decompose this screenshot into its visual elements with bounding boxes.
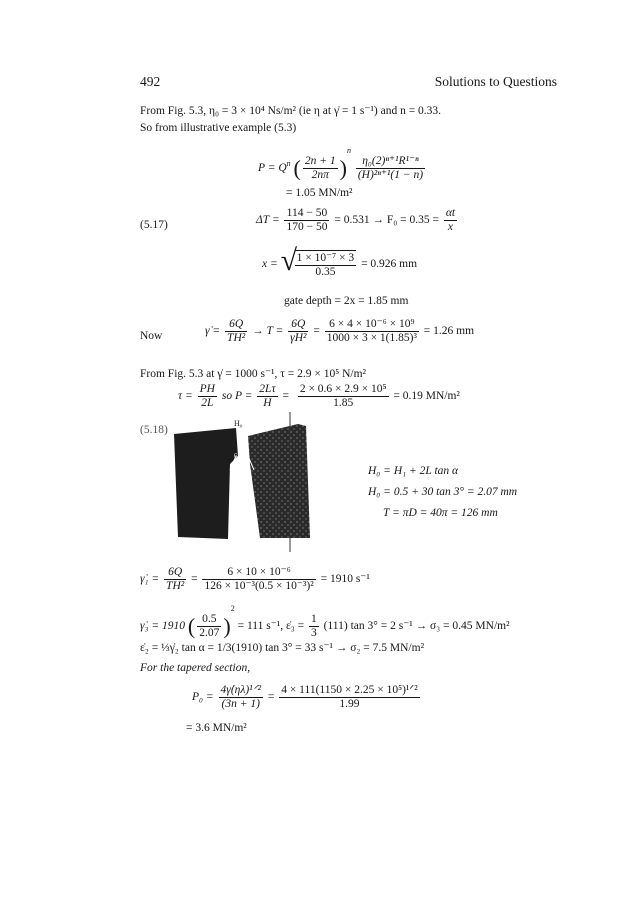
g3-rest: (111) tan 3° = 2 s⁻¹ → σ₃ = 0.45 MN/m²	[323, 620, 510, 632]
die-figure	[170, 412, 340, 552]
equation-eps-2: ε̇₂ = ⅓γ̇₂ tan α = 1/3(1910) tan 3° = 33 s⁻¹ → σ₂ = 7.5 MN/m²	[140, 642, 425, 654]
now-f2-den: γ̇H²	[290, 332, 307, 344]
equation-gamma-3: γ̇₃ = 1910 ( $\frac{0.5}{2.07}$ )$^2$ = 111 s⁻¹, ε̇₃ = $\frac{1}{3}$ (111) tan 3° = 2 s⁻¹ → σ₃ = 0.45 MN/m²	[140, 604, 510, 639]
p0-result: = 3.6 MN/m²	[186, 722, 247, 734]
eq-p-result: = 1.05 MN/m²	[286, 187, 353, 199]
now-f1-num: 6Q	[225, 318, 247, 332]
now-f3-den: 1000 × 3 × 1(1.85)³	[326, 332, 417, 344]
now-f1-den: TH²	[227, 332, 246, 344]
equation-tau	[178, 383, 460, 410]
now-label: Now	[140, 330, 163, 342]
g1-f2-den: 126 × 10⁻³(0.5 × 10⁻³)²	[204, 580, 314, 592]
equation-now	[205, 318, 474, 345]
equation-p: $P = Q^n$ ( $\frac{2n + 1}{2n\pi}$ )$^n$ $\frac{\text{η₀(2)ⁿ⁺¹R¹⁻ⁿ}}{\text{(H)²ⁿ⁺¹(1 − n)}}$	[258, 146, 424, 181]
page-number: 492	[140, 74, 161, 89]
tau-so: so P =	[221, 390, 253, 403]
eq-p-paren-exp: n	[346, 146, 351, 155]
tapered-heading: For the tapered section,	[140, 662, 251, 674]
at-den: x	[447, 221, 453, 233]
p0-lhs: P₀ =	[192, 691, 214, 704]
tau-f2-den: H	[263, 397, 272, 409]
tau-eq: =	[282, 390, 289, 403]
g3-mid: = 111 s⁻¹, ε̇₃ =	[237, 620, 305, 632]
g3-e-num: 1	[311, 612, 317, 625]
intro-line-2: So from illustrative example (5.3)	[140, 122, 297, 134]
result-line-1: H₀ = H₁ + 2L tan α	[368, 465, 459, 477]
result-line-3: T = πD = 40π = 126 mm	[383, 507, 498, 519]
p0-f2-den: 1.99	[339, 698, 360, 710]
x-num: 1 × 10⁻⁷ × 3	[296, 252, 355, 264]
dt-num: 114 − 50	[284, 207, 329, 221]
x-den: 0.35	[315, 266, 336, 278]
dt-rest: = 0.531 → F₀ = 0.35 =	[334, 214, 439, 227]
tau-lhs: τ =	[178, 390, 193, 403]
dt-den: 170 − 50	[286, 221, 328, 233]
g3-e-den: 3	[311, 626, 317, 639]
g1-f1-num: 6Q	[164, 566, 186, 580]
eq-p-paren-den: 2nπ	[311, 168, 329, 181]
now-lhs: γ̇ =	[205, 325, 221, 338]
equation-delta-t	[256, 207, 459, 234]
running-title: Solutions to Questions	[434, 74, 557, 89]
now-eq: =	[313, 325, 320, 338]
tau-f2-num: 2Lτ	[259, 383, 276, 395]
g1-f2-num: 6 × 10 × 10⁻⁶	[202, 566, 315, 580]
fig-5-3-line: From Fig. 5.3 at γ̇ = 1000 s⁻¹, τ = 2.9 × 10⁵ N/m²	[140, 368, 366, 380]
tau-f3-den: 1.85	[333, 397, 354, 409]
at-num: αt	[445, 207, 456, 219]
tau-f3-num: 2 × 0.6 × 2.9 × 10⁵	[299, 383, 387, 395]
tau-f1-num: PH	[199, 383, 215, 395]
g1-lhs: γ̇₁ =	[140, 573, 160, 586]
fig-label-angle: 6°	[234, 452, 241, 460]
intro-line-1: From Fig. 5.3, η₀ = 3 × 10⁴ Ns/m² (ie η at γ̇ = 1 s⁻¹) and n = 0.33.	[140, 105, 442, 117]
p0-f2-num: 4 × 111(1150 × 2.25 × 10⁵)¹ᐟ²	[281, 684, 418, 696]
g3-lhs: γ̇₃ = 1910	[140, 620, 186, 632]
tau-f1-den: 2L	[201, 397, 214, 409]
eq-p-den: (H)²ⁿ⁺¹(1 − n)	[357, 168, 424, 181]
gate-depth: gate depth = 2x = 1.85 mm	[284, 295, 409, 307]
x-lhs: x =	[262, 258, 278, 271]
sqrt-icon: √	[280, 244, 298, 277]
die-left-block	[174, 428, 238, 539]
equation-gamma-1	[140, 566, 370, 593]
g3-p-exp: 2	[230, 604, 235, 613]
dt-lhs: ΔT =	[256, 214, 280, 227]
g1-f1-den: TH²	[166, 580, 185, 592]
now-f3-num: 6 × 4 × 10⁻⁶ × 10⁹	[325, 318, 419, 332]
question-label-5-17: (5.17)	[140, 219, 168, 231]
g1-result: = 1910 s⁻¹	[320, 573, 370, 586]
question-label-5-18: (5.18)	[140, 424, 168, 436]
eq-p-num: η₀(2)ⁿ⁺¹R¹⁻ⁿ	[356, 155, 425, 169]
g1-eq: =	[191, 573, 198, 586]
eq-p-lhs: P = Q	[258, 162, 287, 174]
now-result: = 1.26 mm	[423, 325, 475, 338]
fig-label-h0: H₀	[234, 419, 243, 428]
p0-eq: =	[267, 691, 275, 704]
now-f2-num: 6Q	[288, 318, 308, 332]
eq-p-paren-num: 2n + 1	[304, 154, 336, 167]
g3-p-num: 0.5	[197, 613, 221, 627]
g3-p-den: 2.07	[199, 626, 220, 639]
result-line-2: H₀ = 0.5 + 30 tan 3° = 2.07 mm	[368, 486, 518, 498]
eq-p-lhs-sup: n	[286, 159, 291, 169]
tau-result: = 0.19 MN/m²	[393, 390, 460, 403]
equation-x	[262, 244, 418, 279]
now-arrow: → T =	[252, 325, 284, 338]
die-right-block	[248, 424, 310, 538]
equation-p0	[192, 684, 422, 711]
p0-f1-den: (3n + 1)	[221, 698, 260, 710]
x-result: = 0.926 mm	[361, 258, 418, 271]
p0-f1-num: 4γ̇(ηλ)¹ᐟ²	[220, 684, 261, 696]
